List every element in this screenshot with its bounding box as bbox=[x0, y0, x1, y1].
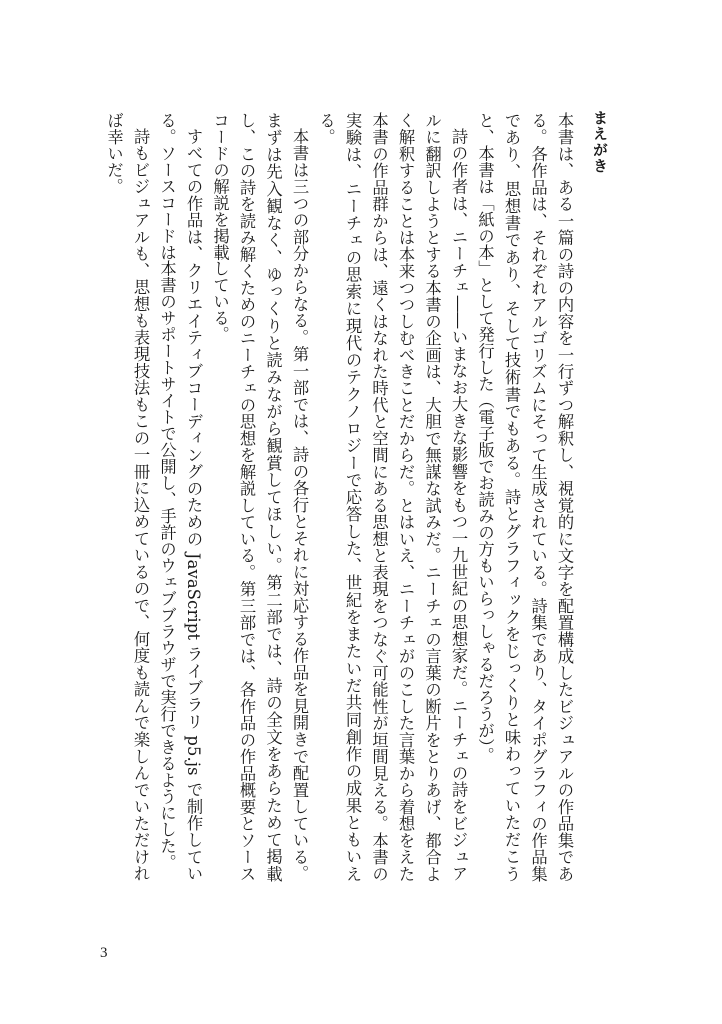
page-number: 3 bbox=[100, 945, 108, 961]
page-heading: まえがき bbox=[591, 110, 609, 174]
body-text bbox=[104, 112, 577, 882]
paragraph-4: すべての作品は、クリエイティブコーディングのための JavaScript ライブラリ p5.js で制作している。ソースコードは本書のサポートサイトで公開し、手許のウェブブラウザで実行できるようにした。 bbox=[157, 112, 203, 882]
paragraph-1: 本書は、ある一篇の詩の内容を一行ずつ解釈し、視覚的に文字を配置構成したビジュアルの作品集である。各作品は、それぞれアルゴリズムにそって生成されている。詩集であり、タイポグラフィの作品集であり、思想書であり、そして技術書でもある。詩とグラフィックをじっくりと味わっていただこうと、本書は「紙の本」として発行した（電子版でお読みの方もいらっしゃるだろうが）。 bbox=[475, 112, 574, 882]
paragraph-3: 本書は三つの部分からなる。第一部では、詩の各行とそれに対応する作品を見開きで配置している。まずは先入観なく、ゆっくりと読みながら観賞してほしい。第二部では、詩の全文をあらためて掲載し、この詩を読み解くためのニーチェの思想を解説している。第三部では、各作品の作品概要とソースコードの解説を掲載している。 bbox=[210, 112, 309, 882]
paragraph-2: 詩の作者は、ニーチェ――いまなお大きな影響をもつ一九世紀の思想家だ。ニーチェの詩をビジュアルに翻訳しようとする本書の企画は、大胆で無謀な試みだ。ニーチェの言葉の断片をとりあげ、都合よく解釈することは本来つつしむべきことだからだ。とはいえ、ニーチェがのこした言葉から着想をえた本書の作品群からは、遠くはなれた時代と空間にある思想と表現をつなぐ可能性が垣間見える。本書の実験は、ニーチェの思索に現代のテクノロジーで応答した、世紀をまたいだ共同創作の成果ともいえる。 bbox=[316, 112, 468, 882]
paragraph-5: 詩もビジュアルも、思想も表現技法もこの一冊に込めているので、何度も読んで楽しんでいただければ幸いだ。 bbox=[104, 112, 150, 882]
